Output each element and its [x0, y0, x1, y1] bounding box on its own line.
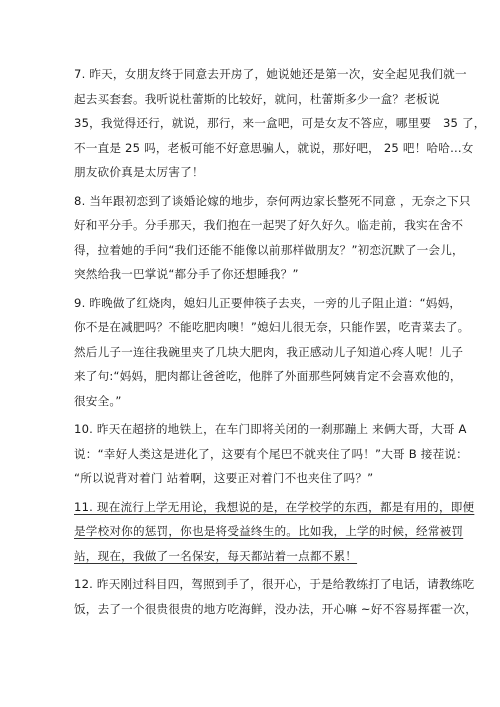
text-line: 7. 昨天，女朋友终于同意去开房了，她说她还是第一次，安全起见我们就一: [74, 67, 467, 81]
text-line: 朋友砍价真是太厉害了！: [74, 165, 204, 179]
text-line: 你不是在减肥吗？不能吃肥肉噢！”媳妇儿很无奈，只能作罢，吃青菜去了。: [74, 320, 470, 334]
joke-item-9: [74, 291, 470, 414]
text-line: 8. 当年跟初恋到了谈婚论嫁的地步，奈何两边家长整死不同意 ，无奈之下只: [74, 193, 471, 208]
joke-item-8: [74, 189, 471, 287]
joke-item-10: [74, 417, 468, 491]
underlined-text-line: 站，现在，我做了一名保安，每天都站着一点都不累！: [74, 548, 358, 563]
joke-item-12: [74, 572, 477, 621]
text-line: 不一直是 25 吗，老板可能不好意思骗人，就说，那好吧， 25 吧！哈哈...女: [74, 140, 474, 155]
text-line: 饭，去了一个很贵很贵的地方吃海鲜，没办法，开心嘛 ~好不容易挥霍一次，: [74, 601, 477, 616]
text-line: 10. 昨天在超挤的地铁上，在车门即将关闭的一刹那蹦上 来俩大哥，大哥 A: [74, 422, 467, 436]
text-line: 12. 昨天刚过科目四，驾照到手了，很开心，于是给教练打了电话，请教练吃: [74, 577, 475, 591]
text-line: 好和平分手。分手那天，我们抱在一起哭了好久好久。临走前，我实在舍不: [74, 218, 464, 232]
text-line: 来了句:“妈妈，肥肉都让爸爸吃，他胖了外面那些阿姨肯定不会喜欢他的，: [74, 369, 462, 383]
underlined-text-line: 是学校对你的惩罚，你也是将受益终生的。比如我，上学的时候，经常被罚: [74, 524, 464, 538]
text-line: 说：“幸好人类这是进化了，这要有个尾巴不就夹住了吗！”大哥 B 接茬说：: [74, 446, 468, 461]
text-line: 得，拉着她的手问“我们还能不能像以前那样做朋友？”初恋沉默了一会儿，: [74, 242, 464, 257]
joke-item-7: [74, 62, 486, 185]
text-line: 然后儿子一连往我碗里夹了几块大肥肉，我正感动儿子知道心疼人呢！儿子: [74, 344, 464, 359]
joke-item-11: [74, 495, 475, 569]
text-line: 9. 昨晚做了红烧肉，媳妇儿正要伸筷子去夹，一旁的儿子阻止道：“妈妈，: [74, 295, 462, 310]
text-line: 突然给我一巴掌说“都分手了你还想睡我？”: [74, 267, 299, 281]
underlined-text-line: 11. 现在流行上学无用论，我想说的是，在学校学的东西，都是有用的，即便: [74, 499, 475, 514]
joke-list: [74, 62, 486, 625]
text-line: 35，我觉得还行，就说，那行，来一盒吧，可是女友不答应，哪里要 35 了，: [74, 116, 486, 130]
text-line: 起去买套套。我听说杜蕾斯的比较好，就问，杜蕾斯多少一盒？老板说: [74, 91, 440, 106]
text-line: 很安全。”: [74, 393, 122, 408]
text-line: “所以说背对着门 站着啊，这要正对着门不也夹住了吗？”: [74, 471, 374, 485]
